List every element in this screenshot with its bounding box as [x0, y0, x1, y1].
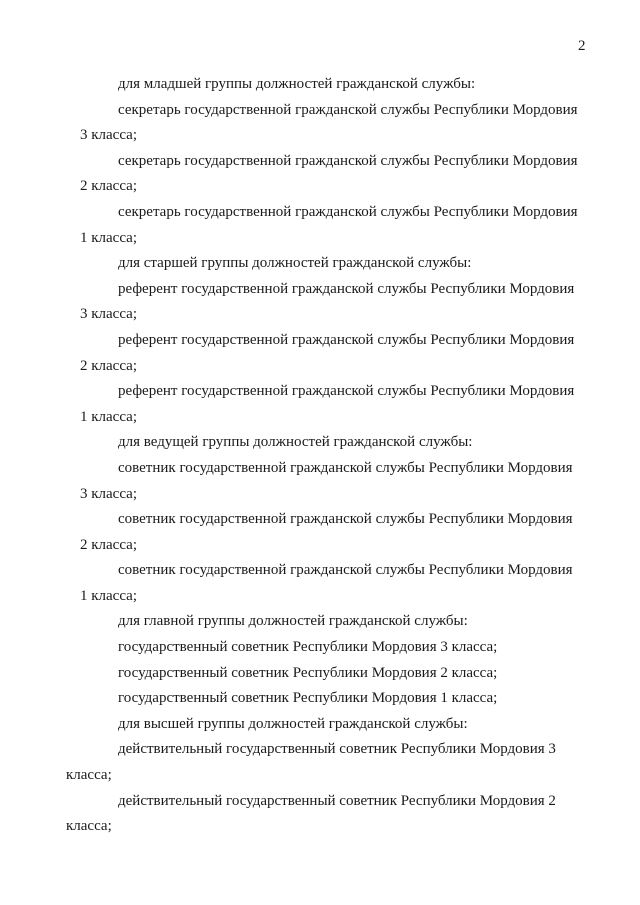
- document-body: [66, 72, 588, 840]
- text-run: секретарь государственной гражданской службы Республики Мордовия: [118, 101, 578, 118]
- group-heading-highest: для высшей группы должностей гражданской службы:: [118, 715, 468, 732]
- list-item-line: 3 класса;: [80, 127, 138, 144]
- list-item-line: государственный советник Республики Мордовия 3 класса;: [118, 639, 498, 656]
- list-item-line: референт государственной гражданской службы Республики Мордовия: [118, 280, 575, 297]
- list-item-line: 3 класса;: [80, 485, 138, 502]
- list-item-line: советник государственной гражданской службы Республики Мордовия: [118, 562, 573, 579]
- list-item-line: действительный государственный советник Республики Мордовия 2: [118, 792, 556, 809]
- list-item-line: 1 класса;: [80, 408, 138, 425]
- list-item-line: 1 класса;: [80, 229, 138, 246]
- group-heading-junior: для младшей группы должностей гражданской службы:: [118, 76, 476, 92]
- list-item-line: класса;: [66, 818, 112, 835]
- list-item-line: действительный государственный советник Республики Мордовия 3: [118, 741, 556, 758]
- list-item-line: государственный советник Республики Мордовия 1 класса;: [118, 690, 498, 707]
- list-item-line: референт государственной гражданской службы Республики Мордовия: [118, 383, 575, 400]
- list-item-line: 3 класса;: [80, 306, 138, 323]
- list-item-line: советник государственной гражданской службы Республики Мордовия: [118, 459, 573, 476]
- list-item-line: 2 класса;: [80, 357, 138, 374]
- list-item-line: 1 класса;: [80, 587, 138, 604]
- list-item-line: 2 класса;: [80, 178, 138, 195]
- list-item-line: секретарь государственной гражданской службы Республики Мордовия: [118, 152, 578, 169]
- list-item-line: 2 класса;: [80, 536, 138, 553]
- group-heading-leading: для ведущей группы должностей гражданской службы:: [118, 434, 473, 451]
- list-item-line: референт государственной гражданской службы Республики Мордовия: [118, 331, 575, 348]
- list-item-line: советник государственной гражданской службы Республики Мордовия: [118, 511, 573, 528]
- list-item-line: государственный советник Республики Мордовия 2 класса;: [118, 664, 498, 681]
- group-heading-main: для главной группы должностей гражданской службы:: [118, 613, 468, 630]
- page-number: 2: [578, 38, 586, 54]
- list-item-line: секретарь государственной гражданской службы Республики Мордовия: [118, 203, 578, 220]
- list-item-line: класса;: [66, 767, 112, 784]
- group-heading-senior: для старшей группы должностей гражданской службы:: [118, 255, 472, 272]
- list-item-line: [80, 98, 588, 124]
